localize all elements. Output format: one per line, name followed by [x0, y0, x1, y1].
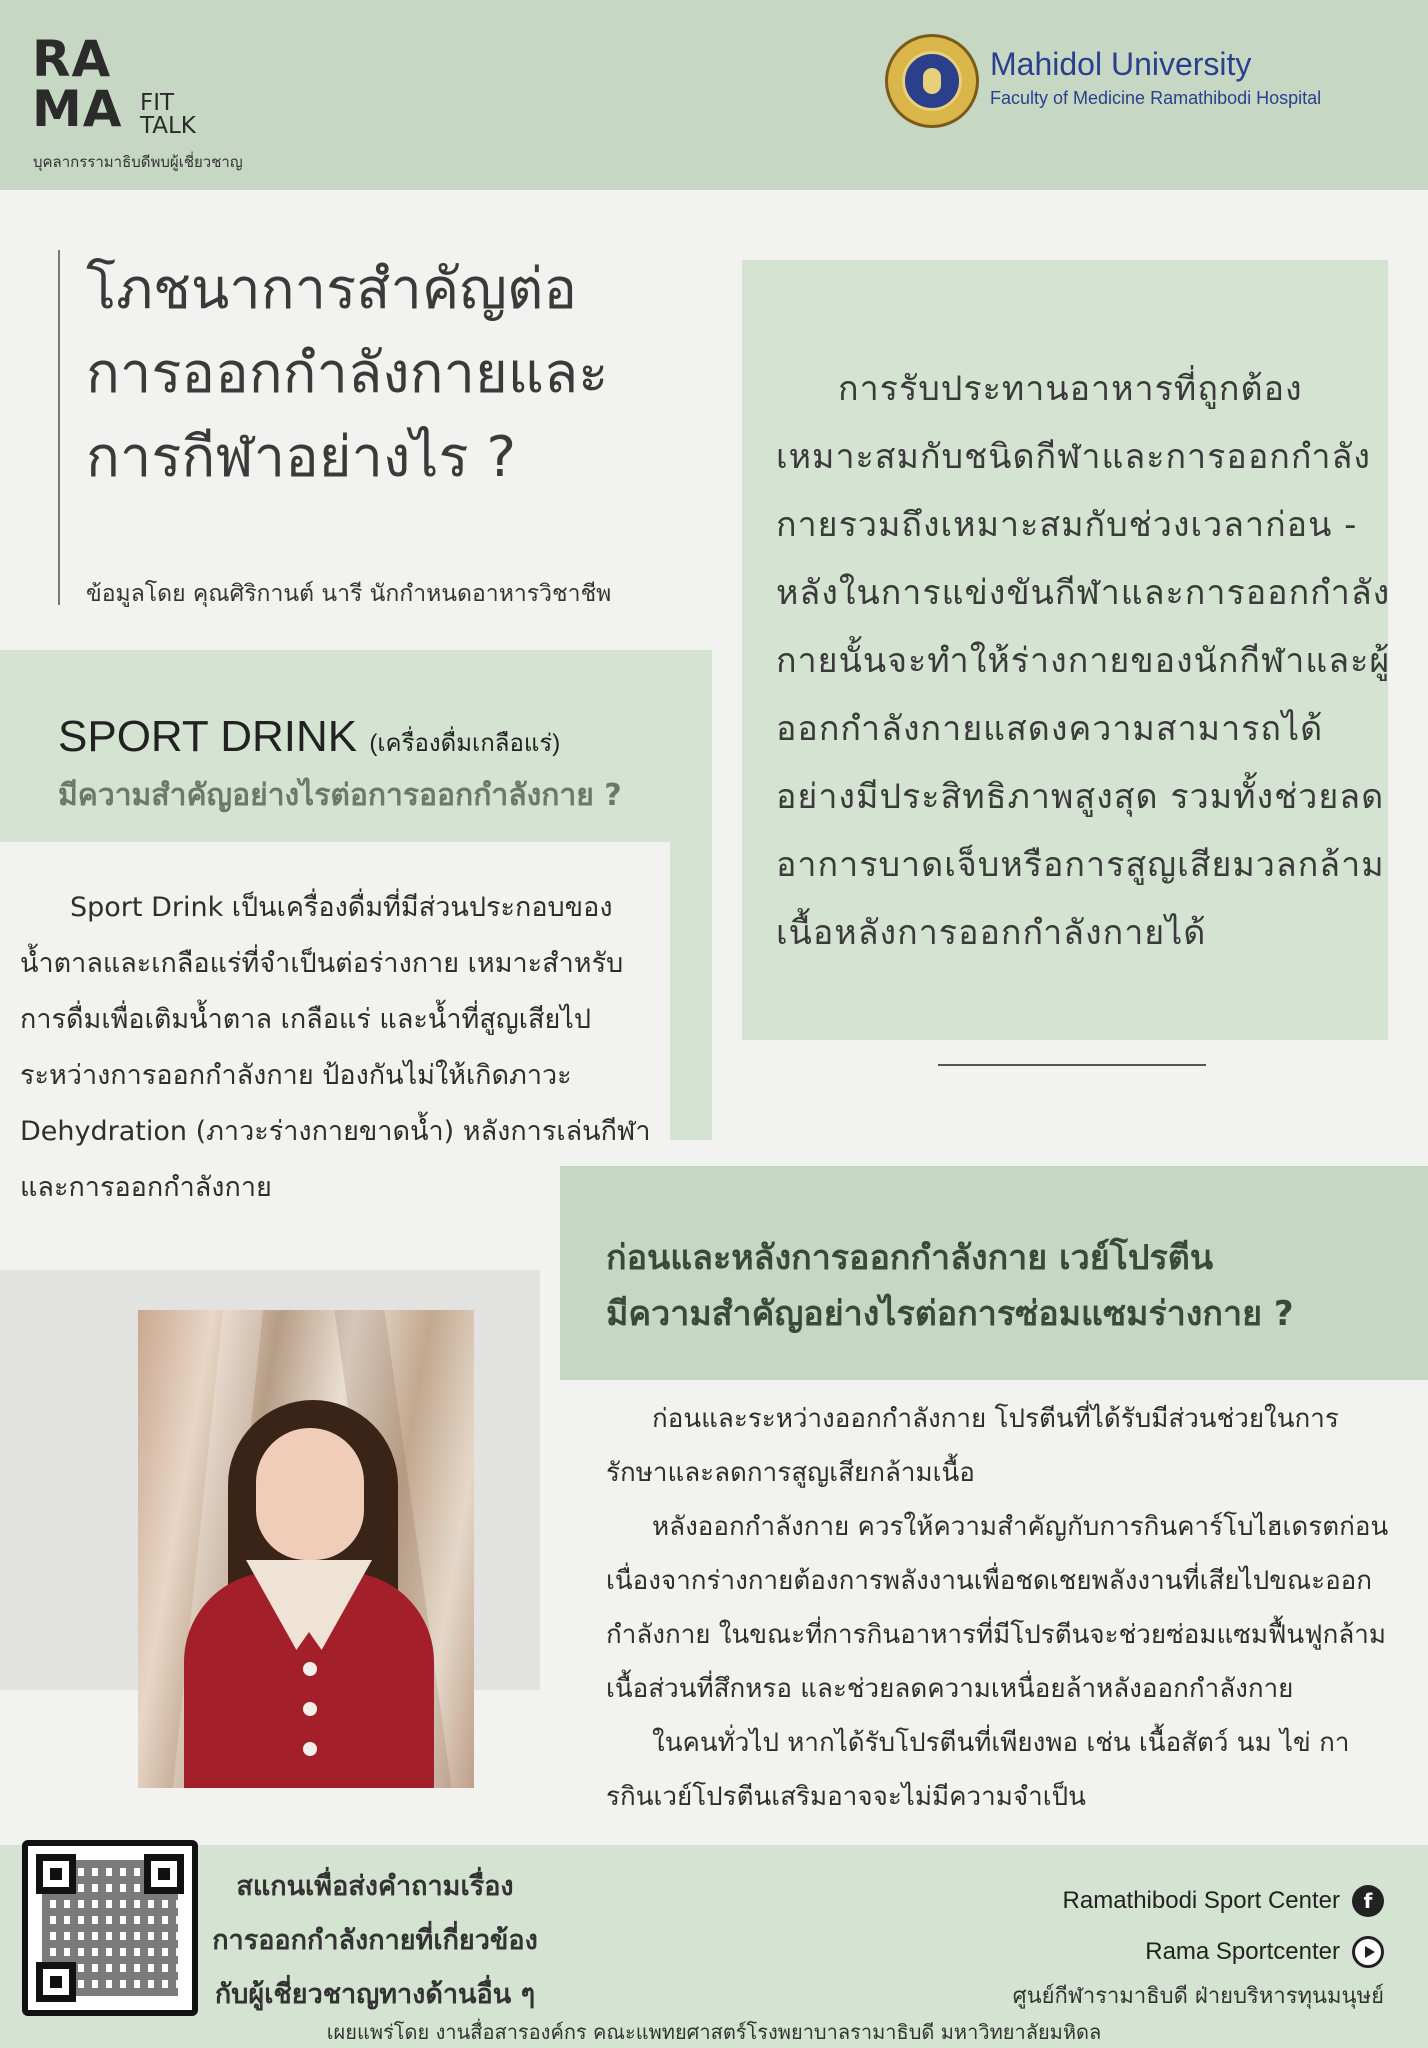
qr-caption-line-3: กับผู้เชี่ยวชาญทางด้านอื่น ๆ — [214, 1979, 536, 2010]
whey-paragraph-1: ก่อนและระหว่างออกกำลังกาย โปรตีนที่ได้รับมีส่วนช่วยในการรักษาและลดการสูญเสียกล้ามเนื้อ — [606, 1404, 1339, 1488]
whey-paragraph-2: หลังออกกำลังกาย ควรให้ความสำคัญกับการกินคาร์โบไฮเดรตก่อน เนื่องจากร่างกายต้องการพลังงานเพื่อชดเชยพลังงานที่เสียไปขณะออกกำลังกาย ในขณะที่การกินอาหารที่มีโปรตีนจะช่วยซ่อมแซมฟื้นฟูกล้ามเนื้อส่วนที่สึกหรอ และช่วยลดความเหนื่อยล้าหลังออกกำลังกาย — [606, 1512, 1389, 1704]
mahidol-seal-icon — [885, 34, 979, 128]
qr-caption-line-2: การออกกำลังกายที่เกี่ยวข้อง — [212, 1925, 538, 1956]
logo-line-1: RA — [32, 30, 112, 88]
university-name: Mahidol University — [990, 46, 1252, 82]
rama-logo — [32, 30, 123, 138]
brand-subtitle: บุคลากรรามาธิบดีพบผู้เชี่ยวชาญ — [33, 153, 243, 171]
title-divider — [58, 250, 60, 605]
sport-drink-title: SPORT DRINK — [58, 712, 358, 761]
author-byline: ข้อมูลโดย คุณศิริกานต์ นารี นักกำหนดอาหารวิชาชีพ — [86, 581, 612, 607]
fit-talk-logo — [140, 92, 196, 138]
youtube-link[interactable] — [1145, 1936, 1384, 1968]
expert-portrait-photo — [138, 1310, 474, 1788]
title-line-3: การกีฬาอย่างไร ? — [86, 425, 517, 490]
logo-fit: FIT — [140, 90, 175, 116]
logo-talk: TALK — [140, 113, 196, 139]
qr-caption — [200, 1860, 550, 2022]
facebook-icon: f — [1352, 1885, 1384, 1917]
whey-heading-line-2: มีความสำคัญอย่างไรต่อการซ่อมแซมร่างกาย ? — [606, 1294, 1294, 1334]
qr-caption-line-1: สแกนเพื่อส่งคำถามเรื่อง — [236, 1871, 514, 1902]
title-line-2: การออกกำลังกายและ — [86, 341, 609, 406]
qr-code[interactable] — [22, 1840, 198, 2016]
sport-drink-body: Sport Drink เป็นเครื่องดื่มที่มีส่วนประกอบของน้ำตาลและเกลือแร่ที่จำเป็นต่อร่างกาย เหมาะสำหรับการดื่มเพื่อเติมน้ำตาล เกลือแร่ และน้ำที่สูญเสียไประหว่างการออกกำลังกาย ป้องกันไม่ให้เกิดภาวะ Dehydration (ภาวะร่างกายขาดน้ำ) หลังการเล่นกีฬาและการออกกำลังกาย — [20, 892, 651, 1203]
title-line-1: โภชนาการสำคัญต่อ — [86, 257, 577, 322]
facebook-link[interactable] — [1063, 1885, 1384, 1917]
faculty-name: Faculty of Medicine Ramathibodi Hospital — [990, 88, 1322, 108]
youtube-label: Rama Sportcenter — [1145, 1938, 1340, 1965]
whey-heading-line-1: ก่อนและหลังการออกกำลังกาย เวย์โปรตีน — [606, 1238, 1214, 1278]
section-divider — [938, 1064, 1206, 1066]
youtube-icon — [1352, 1936, 1384, 1968]
page-title — [86, 248, 726, 500]
intro-text: การรับประทานอาหารที่ถูกต้องเหมาะสมกับชนิดกีฬาและการออกกำลังกายรวมถึงเหมาะสมกับช่วงเวลาก่อน - หลังในการแข่งขันกีฬาและการออกกำลังกายนั้นจะทำให้ร่างกายของนักกีฬาและผู้ออกกำลังกายแสดงความสามารถได้อย่างมีประสิทธิภาพสูงสุด รวมทั้งช่วยลดอาการบาดเจ็บหรือการสูญเสียมวลกล้ามเนื้อหลังการออกกำลังกายได้ — [776, 369, 1391, 953]
sport-drink-note: (เครื่องดื่มเกลือแร่) — [369, 730, 561, 757]
whey-paragraph-3: ในคนทั่วไป หากได้รับโปรตีนที่เพียงพอ เช่น เนื้อสัตว์ นม ไข่ การกินเวย์โปรตีนเสริมอาจจะไม่มีความจำเป็น — [606, 1728, 1350, 1812]
logo-line-2: MA — [32, 80, 123, 138]
publisher-credit: เผยแพร่โดย งานสื่อสารองค์กร คณะแพทยศาสตร์โรงพยาบาลรามาธิบดี มหาวิทยาลัยมหิดล — [326, 2020, 1102, 2044]
department-name: ศูนย์กีฬารามาธิบดี ฝ่ายบริหารทุนมนุษย์ — [1012, 1984, 1384, 2009]
sport-drink-subheading: มีความสำคัญอย่างไรต่อการออกกำลังกาย ? — [58, 778, 622, 813]
sport-drink-heading — [58, 712, 560, 762]
whey-heading — [606, 1230, 1406, 1342]
facebook-label: Ramathibodi Sport Center — [1062, 1887, 1340, 1914]
